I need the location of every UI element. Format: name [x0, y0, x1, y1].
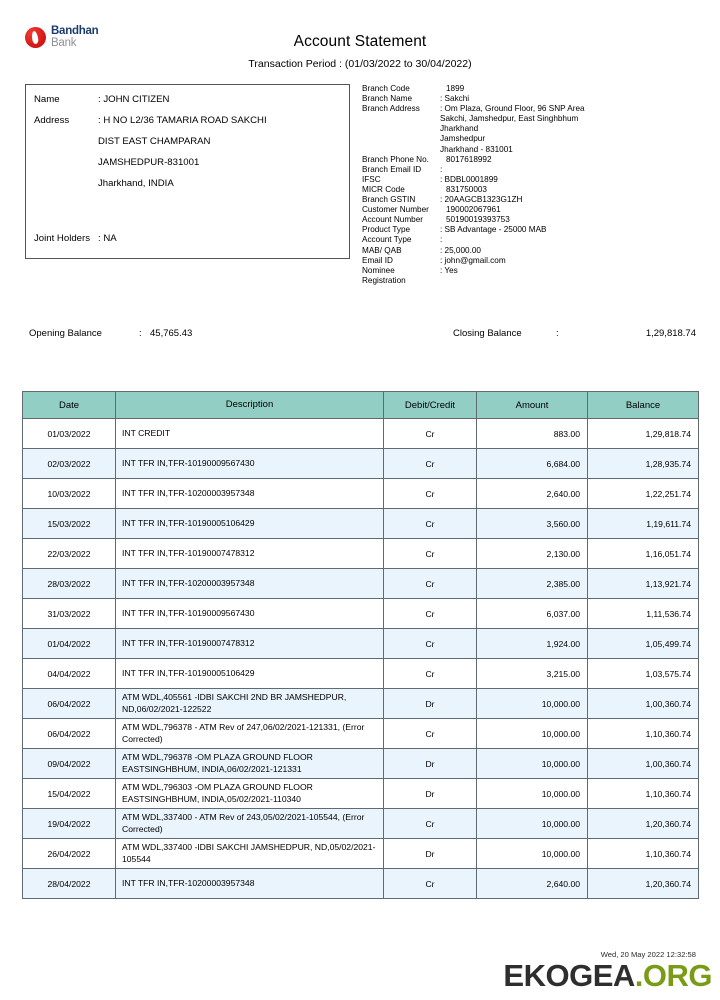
transaction-description: ATM WDL,337400 - ATM Rev of 243,05/02/2021-105544, (Error Corrected): [116, 809, 384, 839]
customer-address-row-2: [26, 137, 349, 147]
branch-detail-value: 190002067961: [446, 205, 501, 215]
customer-name-value: : JOHN CITIZEN: [98, 94, 170, 105]
table-row: [23, 749, 699, 779]
joint-holders-label: Joint Holders: [34, 233, 90, 245]
table-header-row: [23, 392, 699, 419]
branch-detail-label: Product Type: [362, 225, 411, 235]
balance-summary: [0, 322, 720, 350]
table-row: [23, 629, 699, 659]
transaction-balance: 1,29,818.74: [588, 419, 699, 449]
branch-detail-value: : john@gmail.com: [440, 255, 506, 265]
transaction-balance: 1,10,360.74: [588, 719, 699, 749]
transaction-description: ATM WDL,337400 -IDBI SAKCHI JAMSHEDPUR, ND,05/02/2021-105544: [116, 839, 384, 869]
transaction-debit-credit: Cr: [384, 869, 477, 899]
closing-balance-label: Closing Balance: [453, 328, 522, 339]
customer-address-label: Address: [34, 115, 70, 127]
table-row: [23, 419, 699, 449]
ekogea-watermark: [503, 960, 712, 991]
branch-detail-row: [362, 165, 697, 175]
transaction-description: INT TFR IN,TFR-10200003957348: [116, 569, 384, 599]
branch-detail-row: [362, 84, 697, 94]
customer-address-line-2: DIST EAST CHAMPARAN: [98, 136, 211, 148]
customer-name-label: Name: [34, 94, 60, 105]
transaction-amount: 10,000.00: [477, 809, 588, 839]
branch-detail-row: [362, 104, 697, 114]
branch-detail-label: MICR Code: [362, 184, 405, 194]
table-row: [23, 719, 699, 749]
branch-detail-value: Jharkhand: [440, 124, 479, 134]
customer-address-line-1: : H NO L2/36 TAMARIA ROAD SAKCHI: [98, 115, 267, 127]
transaction-description: INT TFR IN,TFR-10190009567430: [116, 599, 384, 629]
branch-detail-row: [362, 195, 697, 205]
transaction-debit-credit: Dr: [384, 839, 477, 869]
customer-address-row-3: [26, 158, 349, 168]
transaction-description: INT TFR IN,TFR-10200003957348: [116, 869, 384, 899]
branch-detail-label: Branch GSTIN: [362, 195, 416, 205]
transaction-amount: 10,000.00: [477, 689, 588, 719]
customer-address-line-4: Jharkhand, INDIA: [98, 178, 174, 190]
transactions-table-head: [23, 392, 699, 419]
customer-name-row: [26, 95, 349, 105]
transaction-date: 15/03/2022: [23, 509, 116, 539]
opening-balance-colon: :: [139, 328, 142, 339]
transaction-period: Transaction Period : (01/03/2022 to 30/04/2022): [248, 58, 472, 70]
table-row: [23, 509, 699, 539]
transaction-amount: 6,684.00: [477, 449, 588, 479]
transaction-debit-credit: Cr: [384, 659, 477, 689]
table-row: [23, 869, 699, 899]
branch-detail-label: Branch Name: [362, 94, 413, 104]
column-header-description: Description: [116, 392, 384, 419]
table-row: [23, 809, 699, 839]
transaction-description: INT TFR IN,TFR-10190005106429: [116, 659, 384, 689]
transaction-date: 09/04/2022: [23, 749, 116, 779]
transaction-amount: 1,924.00: [477, 629, 588, 659]
branch-detail-value: : Om Plaza, Ground Floor, 96 SNP Area: [440, 104, 585, 114]
table-row: [23, 599, 699, 629]
table-row: [23, 779, 699, 809]
transaction-date: 04/04/2022: [23, 659, 116, 689]
transaction-balance: 1,10,360.74: [588, 839, 699, 869]
customer-address-row-1: [26, 116, 349, 126]
transaction-amount: 10,000.00: [477, 839, 588, 869]
branch-detail-label: Email ID: [362, 255, 393, 265]
transaction-description: INT TFR IN,TFR-10190009567430: [116, 449, 384, 479]
transaction-amount: 2,640.00: [477, 479, 588, 509]
transaction-date: 02/03/2022: [23, 449, 116, 479]
customer-address-row-4: [26, 179, 349, 189]
closing-balance-colon: :: [556, 328, 559, 339]
transaction-amount: 6,037.00: [477, 599, 588, 629]
transaction-balance: 1,22,251.74: [588, 479, 699, 509]
closing-balance-value: 1,29,818.74: [645, 328, 696, 339]
customer-address-spacer-4: [26, 179, 98, 189]
branch-detail-label: Branch Code: [362, 84, 410, 93]
document-header: [0, 0, 720, 70]
branch-detail-label: [362, 124, 440, 134]
transaction-description: INT CREDIT: [116, 419, 384, 449]
transaction-amount: 3,560.00: [477, 509, 588, 539]
transaction-date: 19/04/2022: [23, 809, 116, 839]
branch-detail-label: [362, 145, 440, 155]
branch-details-list: [362, 84, 697, 286]
transaction-debit-credit: Cr: [384, 479, 477, 509]
transaction-debit-credit: Cr: [384, 599, 477, 629]
transaction-date: 06/04/2022: [23, 689, 116, 719]
branch-detail-row: [362, 175, 697, 185]
transaction-balance: 1,11,536.74: [588, 599, 699, 629]
transaction-date: 28/04/2022: [23, 869, 116, 899]
branch-detail-value: 8017618992: [446, 154, 492, 164]
branch-detail-value: : 20AAGCB1323G1ZH: [440, 195, 523, 205]
branch-detail-row: [362, 114, 697, 124]
transaction-amount: 3,215.00: [477, 659, 588, 689]
transaction-balance: 1,19,611.74: [588, 509, 699, 539]
branch-detail-label: MAB/ QAB: [362, 245, 402, 255]
branch-detail-value: : Yes: [440, 265, 458, 275]
transaction-date: 01/03/2022: [23, 419, 116, 449]
transaction-description: INT TFR IN,TFR-10190007478312: [116, 539, 384, 569]
branch-detail-value: :: [440, 235, 443, 245]
branch-detail-row: [362, 155, 697, 165]
branch-detail-label: [362, 114, 440, 124]
transaction-description: ATM WDL,405561 -IDBI SAKCHI 2ND BR JAMSHEDPUR, ND,06/02/2021-122522: [116, 689, 384, 719]
transaction-balance: 1,05,499.74: [588, 629, 699, 659]
transaction-date: 10/03/2022: [23, 479, 116, 509]
transaction-date: 01/04/2022: [23, 629, 116, 659]
branch-detail-value: 831750003: [446, 184, 487, 194]
table-row: [23, 569, 699, 599]
transaction-description: INT TFR IN,TFR-10200003957348: [116, 479, 384, 509]
transaction-balance: 1,20,360.74: [588, 869, 699, 899]
transaction-description: ATM WDL,796303 -OM PLAZA GROUND FLOOR EASTSINGHBHUM, INDIA,05/02/2021-110340: [116, 779, 384, 809]
branch-detail-value: 1899: [446, 84, 465, 93]
branch-detail-value: Sakchi, Jamshedpur, East Singhbhum: [440, 114, 579, 124]
transaction-balance: 1,20,360.74: [588, 809, 699, 839]
transaction-balance: 1,03,575.74: [588, 659, 699, 689]
transaction-description: ATM WDL,796378 - ATM Rev of 247,06/02/2021-121331, (Error Corrected): [116, 719, 384, 749]
branch-detail-label: [362, 134, 440, 144]
page-title: Account Statement: [293, 33, 427, 50]
transactions-table: [22, 391, 699, 899]
column-header-date: Date: [23, 392, 116, 419]
branch-detail-row: [362, 256, 697, 266]
branch-detail-label: Branch Email ID: [362, 164, 422, 174]
transaction-date: 15/04/2022: [23, 779, 116, 809]
branch-detail-label: IFSC: [362, 174, 381, 184]
logo-line-2: Bank: [51, 36, 77, 49]
transaction-balance: 1,13,921.74: [588, 569, 699, 599]
table-row: [23, 479, 699, 509]
table-row: [23, 449, 699, 479]
transaction-debit-credit: Cr: [384, 719, 477, 749]
transaction-amount: 2,130.00: [477, 539, 588, 569]
branch-detail-label: Branch Phone No.: [362, 154, 429, 164]
transaction-amount: 883.00: [477, 419, 588, 449]
branch-detail-label: Nominee Registration: [362, 265, 406, 285]
table-row: [23, 689, 699, 719]
watermark-text-green: .ORG: [634, 958, 712, 993]
transaction-balance: 1,10,360.74: [588, 779, 699, 809]
transactions-table-body: [23, 419, 699, 899]
transaction-amount: 10,000.00: [477, 779, 588, 809]
branch-detail-row: [362, 145, 697, 155]
branch-detail-label: Account Type: [362, 235, 412, 245]
transaction-description: ATM WDL,796378 -OM PLAZA GROUND FLOOR EASTSINGHBHUM, INDIA,06/02/2021-121331: [116, 749, 384, 779]
transaction-amount: 10,000.00: [477, 719, 588, 749]
branch-detail-value: : 25,000.00: [440, 245, 481, 255]
opening-balance-label: Opening Balance: [29, 328, 102, 339]
column-header-amount: Amount: [477, 392, 588, 419]
transaction-debit-credit: Dr: [384, 689, 477, 719]
transaction-description: INT TFR IN,TFR-10190007478312: [116, 629, 384, 659]
branch-detail-value: : Sakchi: [440, 94, 470, 104]
transaction-date: 06/04/2022: [23, 719, 116, 749]
transaction-date: 22/03/2022: [23, 539, 116, 569]
branch-detail-value: Jharkhand - 831001: [440, 144, 513, 154]
transactions-table-wrapper: [22, 391, 698, 899]
table-row: [23, 539, 699, 569]
transaction-debit-credit: Dr: [384, 779, 477, 809]
branch-detail-label: Customer Number: [362, 205, 429, 215]
branch-detail-label: Account Number: [362, 215, 423, 225]
transaction-balance: 1,00,360.74: [588, 749, 699, 779]
branch-detail-value: Jamshedpur: [440, 134, 486, 144]
generated-timestamp: Wed, 20 May 2022 12:32:58: [600, 950, 696, 959]
branch-detail-row: [362, 225, 697, 235]
branch-detail-row: [362, 124, 697, 134]
transaction-amount: 2,640.00: [477, 869, 588, 899]
transaction-debit-credit: Cr: [384, 629, 477, 659]
customer-address-spacer-3: [26, 158, 98, 168]
transaction-debit-credit: Cr: [384, 539, 477, 569]
transaction-amount: 10,000.00: [477, 749, 588, 779]
transaction-amount: 2,385.00: [477, 569, 588, 599]
branch-detail-value: :: [440, 164, 443, 174]
branch-detail-row: [362, 246, 697, 256]
transaction-debit-credit: Cr: [384, 569, 477, 599]
table-row: [23, 839, 699, 869]
account-info-band: [0, 62, 720, 322]
column-header-balance: Balance: [588, 392, 699, 419]
joint-holders-value: : NA: [98, 233, 117, 245]
opening-balance-value: 45,765.43: [150, 328, 193, 339]
transaction-balance: 1,16,051.74: [588, 539, 699, 569]
transaction-date: 31/03/2022: [23, 599, 116, 629]
transaction-balance: 1,00,360.74: [588, 689, 699, 719]
customer-details-box: [25, 84, 350, 259]
logo-line-1: Bandhan: [51, 25, 99, 37]
watermark-text-dark: EKOGEA: [503, 958, 635, 993]
branch-detail-value: : BDBL0001899: [440, 174, 498, 184]
transaction-date: 28/03/2022: [23, 569, 116, 599]
transaction-debit-credit: Dr: [384, 749, 477, 779]
branch-detail-row: [362, 134, 697, 144]
branch-detail-label: Branch Address: [362, 104, 420, 114]
branch-detail-value: 50190019393753: [446, 215, 510, 225]
customer-address-line-3: JAMSHEDPUR-831001: [98, 157, 200, 169]
transaction-date: 26/04/2022: [23, 839, 116, 869]
transaction-description: INT TFR IN,TFR-10190005106429: [116, 509, 384, 539]
branch-detail-row: [362, 94, 697, 104]
branch-detail-row: [362, 235, 697, 245]
transaction-debit-credit: Cr: [384, 449, 477, 479]
joint-holders-row: [26, 234, 349, 244]
branch-detail-value: : SB Advantage - 25000 MAB: [440, 225, 547, 235]
transaction-debit-credit: Cr: [384, 809, 477, 839]
table-row: [23, 659, 699, 689]
column-header-debit-credit: Debit/Credit: [384, 392, 477, 419]
branch-detail-row: [362, 205, 697, 215]
customer-address-spacer-2: [26, 137, 98, 147]
branch-detail-row: [362, 185, 697, 195]
transaction-debit-credit: Cr: [384, 419, 477, 449]
branch-detail-row: [362, 266, 697, 286]
transaction-debit-credit: Cr: [384, 509, 477, 539]
branch-detail-row: [362, 215, 697, 225]
transaction-balance: 1,28,935.74: [588, 449, 699, 479]
